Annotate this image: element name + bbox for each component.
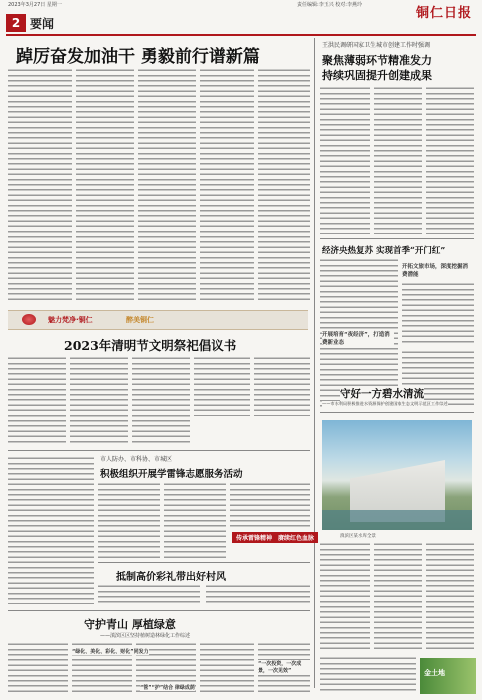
main-headline: 踔厉奋发加油干 勇毅前行谱新篇	[16, 47, 260, 67]
red-label-1: 传承雷锋精神	[232, 532, 276, 543]
green-col-1	[8, 642, 68, 694]
economy-headline: 经济央热复苏 实现首季“开门红”	[322, 246, 446, 256]
section-divider-4	[98, 562, 310, 563]
water-subtitle: ——市水利局积极推进水资源保护创建国家生态文明示范区工作综述	[322, 401, 448, 406]
green-subtitle: ——滇滨区区坚持植树造林绿化工作综述	[100, 633, 191, 639]
economy-article-col-2	[402, 282, 474, 346]
advertisement[interactable]	[420, 658, 476, 694]
water-headline: 守好一方碧水清流	[340, 388, 424, 400]
newspaper-masthead: 铜仁日报	[415, 6, 472, 21]
main-article-col-2	[76, 68, 134, 302]
section-divider-5	[8, 610, 310, 611]
water-shape	[322, 510, 472, 530]
service-col-2	[164, 482, 226, 558]
qingming-col-4	[194, 356, 250, 416]
economy-subtitle-2: 开展培育“夜经济”，打造消费新业态	[322, 330, 394, 346]
water-col-1	[320, 542, 370, 652]
issue-date: 2023年3月27日 星期一	[8, 2, 62, 8]
qingming-col-1	[8, 356, 66, 446]
green-col-4	[200, 642, 254, 694]
red-label-2: 赓续红色血脉	[274, 532, 318, 543]
page-number: 2	[6, 14, 26, 32]
top-info-bar	[0, 0, 482, 8]
green-inset-3: “管”“护”结合 律绿成荫	[140, 685, 195, 691]
right-article-col-3	[426, 86, 474, 234]
main-article-col-5	[258, 68, 310, 302]
service-kicker: 市人防办、市科协、市城区	[100, 456, 173, 463]
green-inset-2: “一次投资，一次成景，一次见效”	[258, 660, 310, 674]
banner-text-2: 醉美铜仁	[126, 316, 154, 324]
photo-caption: 滇滨区某水库全景	[340, 534, 376, 539]
ad-text: 金土地	[424, 669, 445, 677]
water-col-2	[374, 542, 422, 652]
section-divider-3	[8, 450, 310, 451]
banner-text-1: 魅力梵净·铜仁	[48, 316, 93, 324]
page-section-name: 要闻	[30, 17, 55, 31]
water-col-4	[320, 656, 416, 694]
qingming-col-5	[254, 356, 310, 416]
service-col-1	[98, 482, 160, 558]
right-kicker: 王洪民调研国家卫生城市创建工作时强调	[322, 42, 431, 49]
green-headline: 守护青山 厚植绿意	[84, 618, 176, 631]
service-col-3	[230, 482, 310, 528]
column-divider	[314, 38, 315, 688]
left-news-col	[8, 456, 94, 604]
qingming-headline: 2023年清明节文明祭祀倡议书	[64, 338, 237, 353]
page-section-bar	[6, 14, 476, 36]
right-article-col-1	[320, 86, 370, 234]
water-col-3	[426, 542, 474, 652]
lottery-col-1	[98, 584, 200, 606]
lottery-col-2	[206, 584, 310, 606]
right-headline-2: 持续巩固提升创建成果	[322, 69, 432, 82]
section-divider-2	[320, 412, 474, 413]
reservoir-photo	[322, 420, 472, 530]
service-headline: 积极组织开展学雷锋志愿服务活动	[100, 469, 243, 480]
section-divider	[320, 238, 474, 239]
right-headline-1: 聚焦薄弱环节精准发力	[322, 54, 432, 67]
promo-banner	[8, 310, 308, 330]
main-article-col-3	[138, 68, 196, 302]
main-article-col-4	[200, 68, 254, 302]
economy-subtitle-1: 开拓文旅市场，深度挖掘消费潜能	[402, 264, 469, 278]
right-article-col-2	[374, 86, 422, 234]
qingming-col-3	[132, 356, 190, 446]
lottery-headline: 抵制高价彩礼带出好村风	[116, 572, 226, 583]
flower-icon	[22, 314, 36, 325]
editor-info: 责任编辑:李玉兴 校对:李燕玲	[297, 2, 362, 8]
green-inset-1: “绿化、美化、彩化、财化”同发力	[72, 649, 149, 655]
qingming-col-2	[70, 356, 128, 446]
main-article-col-1	[8, 68, 72, 302]
